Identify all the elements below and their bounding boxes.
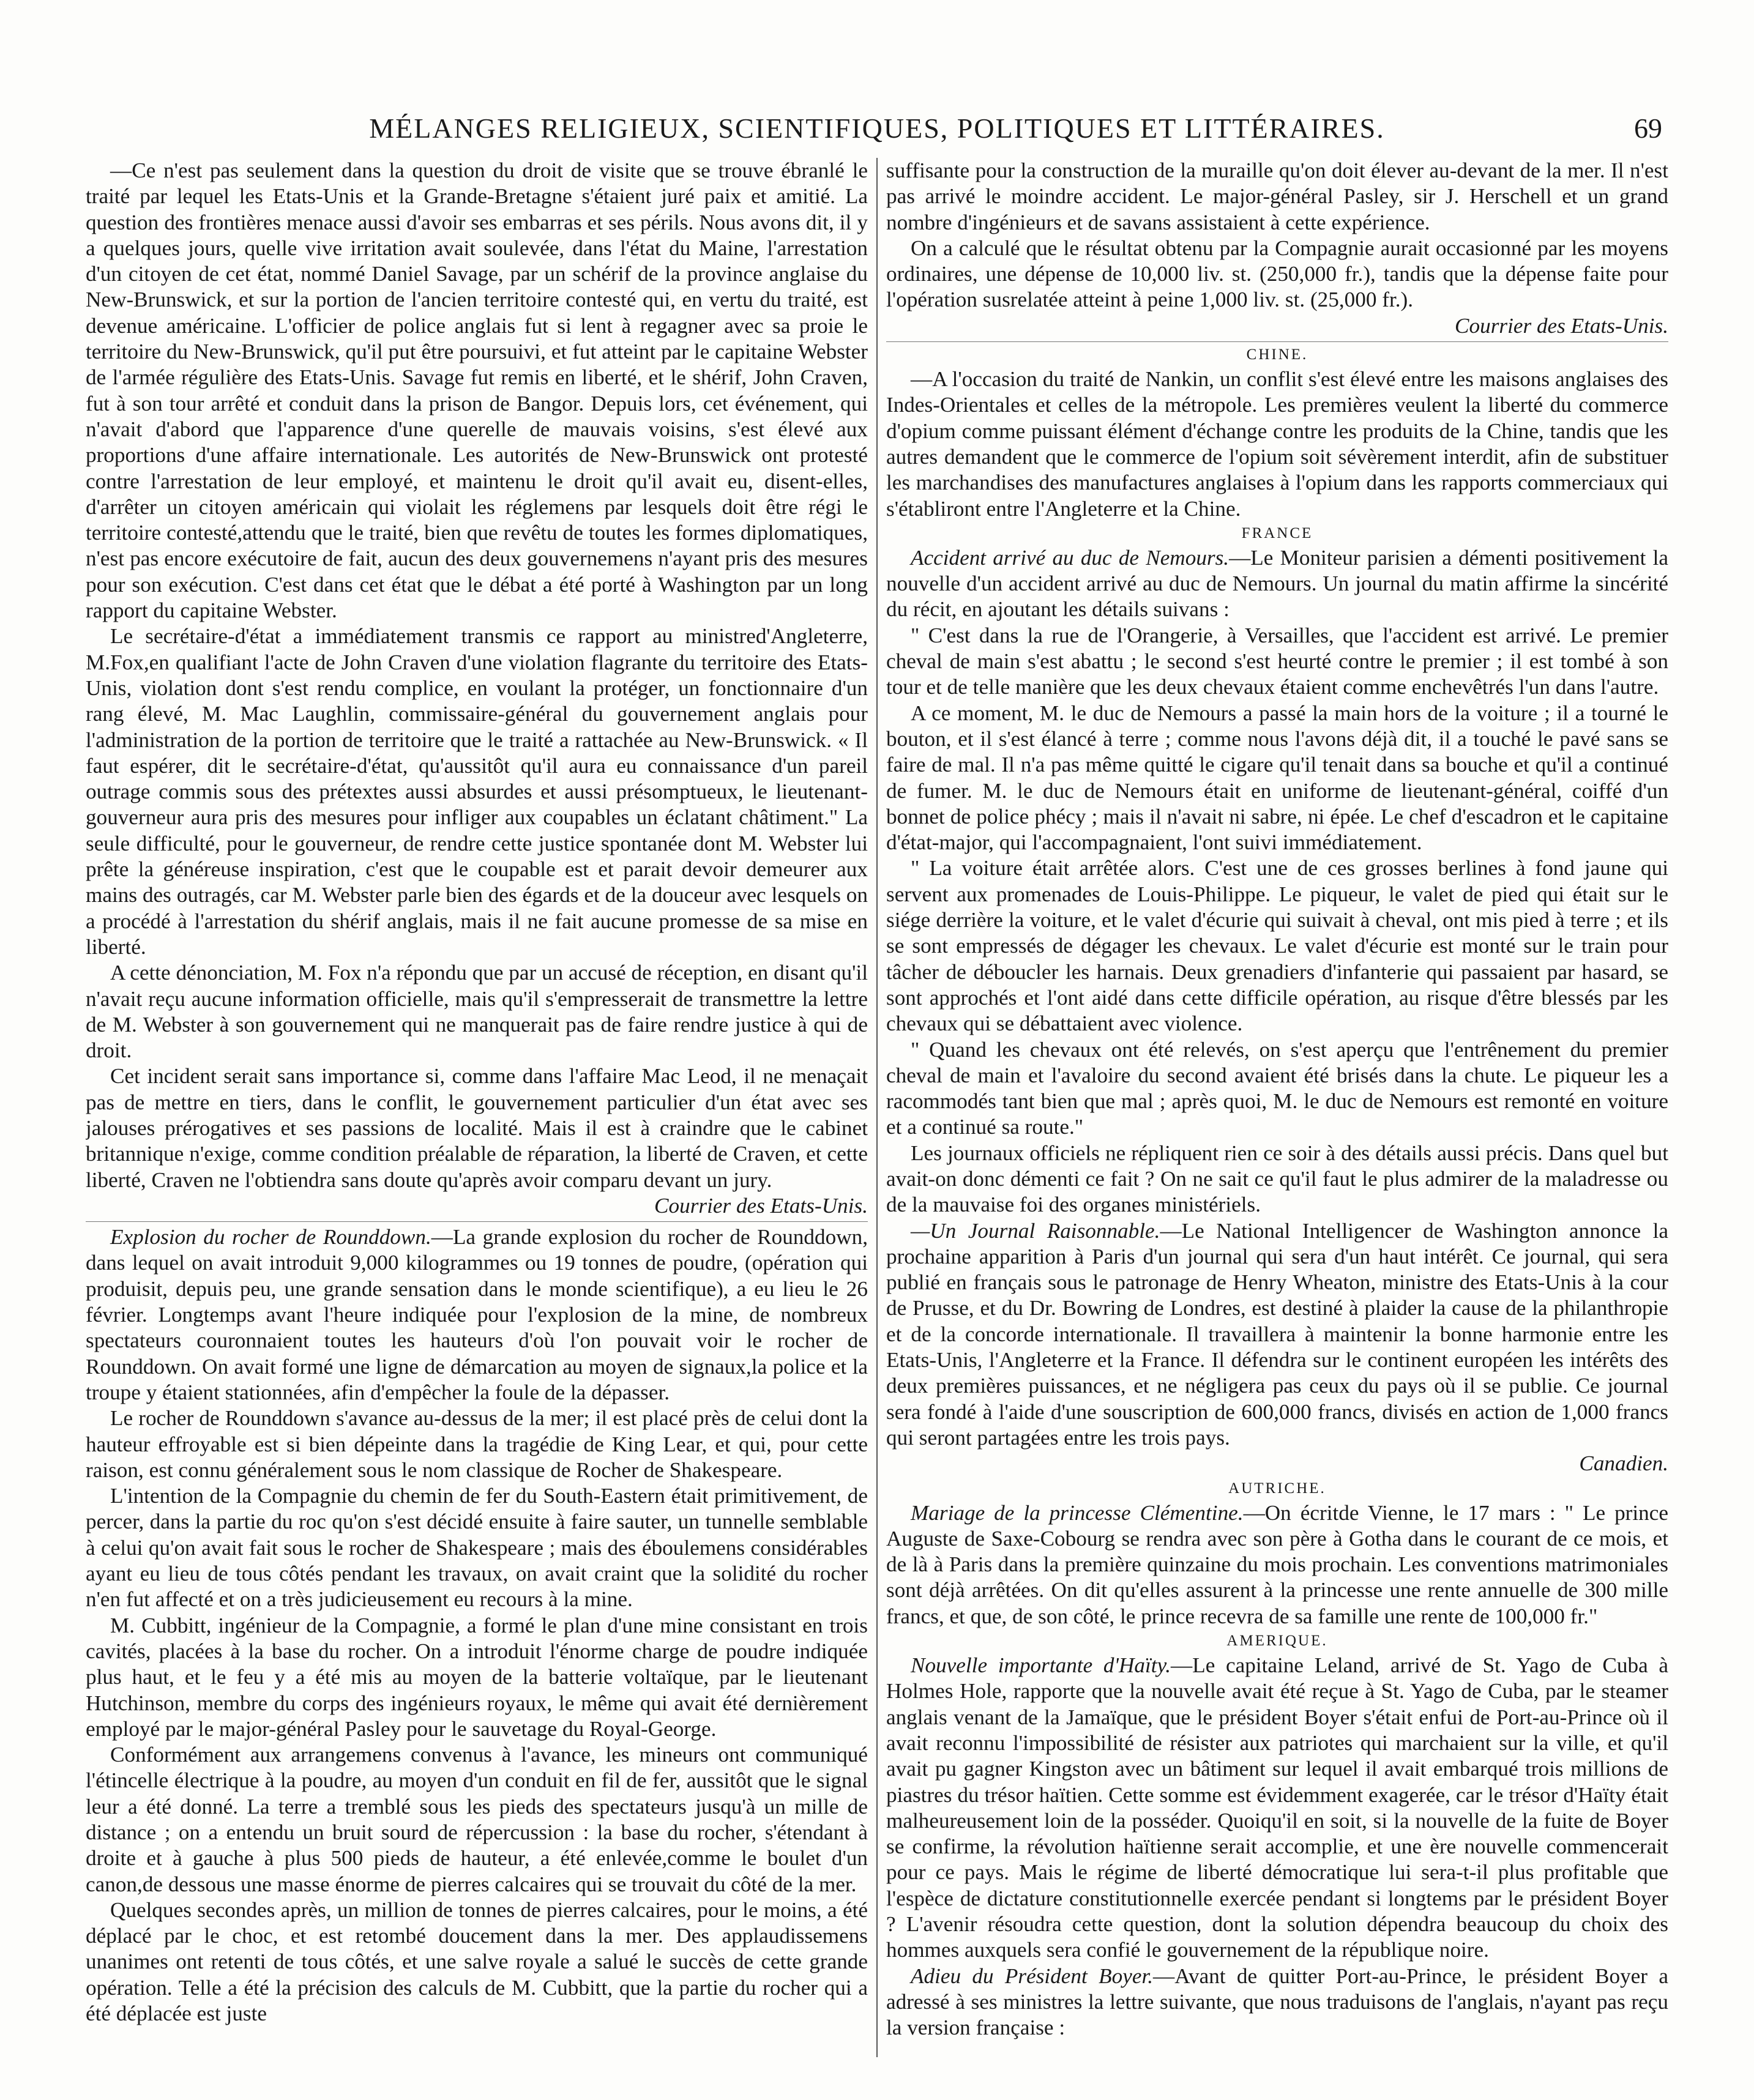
article-frontieres-p4: Cet incident serait sans importance si, comme dans l'affaire Mac Leod, il ne menaçait pas de mettre en tiers, dans le conflit, le gouvernement particulier d'un état avec ses jalouses prérogatives et ses passions de localité. Mais il est à craindre que le cabinet britannique n'exige, comme condition préalable de réparation, la liberté de Craven, et cette liberté, Craven ne l'obtiendra sans doute qu'après avoir comparu devant un jury. — [86, 1064, 868, 1192]
article-rounddown-p4: M. Cubbitt, ingénieur de la Compagnie, a formé le plan d'une mine consistant en trois cavités, placées à la base du rocher. On a introduit l'énorme charge de poudre indiquée plus haut, et le feu y a été mis au moyen de la batterie voltaïque, par le lieutenant Hutchinson, membre du corps des ingénieurs royaux, le même qui avait été dernièrement employé par le major-général Pasley pour le sauvetage du Royal-George. — [86, 1613, 868, 1741]
article-nemours-p3: A ce moment, M. le duc de Nemours a passé la main hors de la voiture ; il a tourné le bouton, et il s'est élancé à terre ; comme nous l'avons déjà dit, il a touché le pavé sans se faire de mal. Il n'a pas même quitté le cigare qu'il tenait dans sa bouche et qu'il a continué de fumer. M. le duc de Nemours était en uniforme de lieutenant-général, coiffé d'un bonnet de police phécy ; mais il n'avait ni sabre, ni épée. Le chef d'escadron et le capitaine d'état-major, qui l'accompagnaient, l'ont suivi immédiatement. — [886, 701, 1668, 855]
running-title: MÉLANGES RELIGIEUX, SCIENTIFIQUES, POLITIQUES ET LITTÉRAIRES. — [369, 113, 1385, 144]
article-frontieres-p1: —Ce n'est pas seulement dans la question du droit de visite que se trouve ébranlé le traité par lequel les Etats-Unis et la Grande-Bretagne s'étaient juré paix et amitié. La question des frontières menace aussi d'avoir ses embarras et ses périls. Nous avons dit, il y a quelques jours, quelle vive irritation avait soulevée, dans l'état du Maine, l'arrestation d'un citoyen de cet état, nommé Daniel Savage, par un schérif de la province anglaise du New-Brunswick, et sur la portion de l'ancien territoire contesté qui, en vertu du traité, est devenue américaine. L'officier de police anglais fut si lent à regagner avec sa proie le territoire du New-Brunswick, qu'il put être poursuivi, et fut atteint par le capitaine Webster de l'armée régulière des Etats-Unis. Savage fut remis en liberté, et le shérif, John Craven, fut à son tour arrêté et conduit dans la prison de Bangor. Depuis lors, cet événement, qui n'avait d'abord que l'apparence d'une querelle de mauvais voisins, s'est élevé aux proportions d'une affaire internationale. Les autorités de New-Brunswick ont protesté contre l'arrestation de leur employé, et maintenu le droit qu'il avait eu, disent-elles, d'arrêter un citoyen américain qui violait les réglemens par lesquels doit être régi le territoire contesté,attendu que le traité, bien que revêtu de toutes les formes diplomatiques, n'est pas encore exécutoire de fait, aucun des deux gouvernemens n'ayant pris des mesures pour son exécution. C'est dans cet état que le débat a été porté à Washington par un long rapport du capitaine Webster. — [86, 158, 868, 623]
page-number: 69 — [1634, 113, 1662, 144]
article-text: —Le Moniteur parisien a démenti positivement la nouvelle d'un accident arrivé au duc de Nemours. Un journal du matin affirme la sincérité du récit, en ajoutant les détails suivans : — [886, 545, 1668, 622]
article-text: —Avant de quitter Port-au-Prince, le président Boyer a adressé à ses ministres la lettre suivante, que nous traduisons de l'anglais, n'ayant pas reçu la version française : — [886, 1964, 1668, 2040]
article-rounddown-p6: Quelques secondes après, un million de tonnes de pierres calcaires, pour le moins, a été déplacé par le choc, et est retombé doucement dans la mer. Des applaudissemens unanimes ont retenti de tous côtés, et une salve royale a salué le succès de cette grande opération. Telle a été la précision des calculs de M. Cubbitt, que la partie du rocher qui a été déplacée est juste — [86, 1897, 868, 2026]
article-rounddown-p3: L'intention de la Compagnie du chemin de fer du South-Eastern était primitivement, de percer, dans la partie du roc qu'on s'est décidé ensuite à faire sauter, un tunnelle semblable à celui qu'on avait fait sous le rocher de Shakespeare ; mais des éboulemens considérables ayant eu lieu de tous côtés pendant les travaux, on avait craint que la solidité du rocher n'en fut affecté et on a très judicieusement eu recours à la mine. — [86, 1484, 868, 1612]
article-separator — [886, 341, 1668, 342]
column-divider — [876, 158, 878, 2057]
section-heading-chine: CHINE. — [1246, 346, 1308, 363]
article-rounddown-cost: On a calculé que le résultat obtenu par la Compagnie aurait occasionné par les moyens ordinaires, une dépense de 10,000 liv. st. (250,000 fr.), tandis que la dépense faite pour l'opération susrelatée atteint à peine 1,000 liv. st. (25,000 fr.). — [886, 236, 1668, 312]
source-signature: Courrier des Etats-Unis. — [654, 1193, 868, 1218]
article-rounddown-p1 — [86, 1224, 868, 1406]
article-heading: Mariage de la princesse Clémentine. — [911, 1500, 1244, 1525]
article-frontieres-p2: Le secrétaire-d'état a immédiatement transmis ce rapport au ministred'Angleterre, M.Fox,en qualifiant l'acte de John Craven d'une violation flagrante du territoire des Etats-Unis, violation dont s'est rendu complice, en voulant la protéger, un fonctionnaire d'un rang élevé, M. Mac Laughlin, commissaire-général du gouvernement anglais pour l'administration de la portion de territoire que le traité a rattachée au New-Brunswick. « Il faut espérer, dit le secrétaire-d'état, qu'aussitôt qu'il aura eu connaissance d'un pareil outrage commis sous des prétextes aussi absurdes et aussi présomptueux, le lieutenant-gouverneur aura pris des mesures pour infliger aux coupables un éclatant châtiment." La seule difficulté, pour le gouverneur, de rendre cette justice spontanée dont M. Webster lui prête la généreuse inspiration, c'est que le coupable est et parait devoir demeurer aux mains des outragés, car M. Webster parle bien des égards et de la douceur avec lesquels on a procédé à l'arrestation du shérif anglais, mais il ne fait aucune promesse de sa mise en liberté. — [86, 624, 868, 959]
article-heading: —Un Journal Raisonnable. — [911, 1218, 1160, 1243]
source-signature: Canadien. — [1579, 1451, 1668, 1476]
article-nemours-p6: Les journaux officiels ne répliquent rien ce soir à des détails aussi précis. Dans quel but avait-on donc démenti ce fait ? On ne sait ce qu'il faut le plus admirer de la maladresse ou de la mauvaise foi des organes ministériels. — [886, 1141, 1668, 1217]
page-header — [86, 110, 1668, 153]
article-text: —La grande explosion du rocher de Rounddown, dans lequel on avait introduit 9,000 kilogrammes ou 19 tonnes de poudre, (opération qui produisit, depuis peu, une grande sensation dans le monde scientifique), a eu lieu le 26 février. Longtemps avant l'heure indiquée pour l'explosion de la mine, de nombreux spectateurs couronnaient toutes les hauteurs d'où l'on pouvait voir le rocher de Rounddown. On avait formé une ligne de démarcation au moyen de signaux,la police et la troupe y étaient stationnées, afin d'empêcher la foule de la dépasser. — [86, 1225, 868, 1404]
source-signature: Courrier des Etats-Unis. — [1455, 313, 1668, 338]
section-heading-autriche: AUTRICHE. — [1228, 1480, 1326, 1497]
article-text: —Le National Intelligencer de Washington annonce la prochaine apparition à Paris d'un journal qui sera d'un haut intérêt. Ce journal, qui sera publié en français sous le patronage de Henry Wheaton, ministre des Etats-Unis à la cour de Prusse, et du Dr. Bowring de Londres, est destiné à plaider la cause de la philanthropie et de la concorde internationale. Il travaillera à maintenir la bonne harmonie entre les Etats-Unis, l'Angleterre et la France. Il défendra sur le continent européen les intérêts des deux premières puissances, et ne négligera pas ceux du pays où il se publie. Ce journal sera fondé à l'aide d'une souscription de 600,000 francs, divisés en action de 1,000 francs qui seront partagées entre les trois pays. — [886, 1218, 1668, 1450]
article-chine: —A l'occasion du traité de Nankin, un conflit s'est élevé entre les maisons anglaises des Indes-Orientales et celles de la métropole. Les premières veulent la liberté du commerce d'opium comme puissant élément d'échange contre les produits de la Chine, tandis que les autres demandent que le commerce de l'opium soit sévèrement interdit, afin de substituer les marchandises des manufactures anglaises à l'opium dans les rapports commerciaux qui s'établiront entre l'Angleterre et la Chine. — [886, 367, 1668, 521]
article-frontieres-p3: A cette dénonciation, M. Fox n'a répondu que par un accusé de réception, en disant qu'il n'avait reçu aucune information officielle, mais qu'il s'empresserait de transmettre la lettre de M. Webster à son gouvernement qui ne manquerait pas de faire rendre justice à qui de droit. — [86, 961, 868, 1063]
article-heading: Adieu du Président Boyer. — [911, 1964, 1154, 1988]
article-nemours-p5: " Quand les chevaux ont été relevés, on s'est aperçu que l'entrênement du premier cheval de main et l'avaloire du second avaient été brisés dans la chute. Le piqueur les a racommodés tant bien que mal ; après quoi, M. le duc de Nemours est remonté en voiture et a continué sa route." — [886, 1037, 1668, 1139]
article-rounddown-p5: Conformément aux arrangemens convenus à l'avance, les mineurs ont communiqué l'étincelle électrique à la poudre, au moyen d'un conduit en fil de fer, aussitôt que le signal leur a été donné. La terre a tremblé sous les pieds des spectateurs jusqu'à un mille de distance ; on a entendu un bruit sourd de répercussion : la base du rocher, s'étendant à droite et à gauche à plus 500 pieds de hauteur, a été enlevée,comme le boulet d'un canon,de dessous une masse énorme de pierres calcaires qui se trouvait du côté de la mer. — [86, 1743, 868, 1896]
article-nemours-p1 — [886, 545, 1668, 623]
article-text: —On écritde Vienne, le 17 mars : " Le prince Auguste de Saxe-Cobourg se rendra avec son père à Gotha dans le courant de ce mois, et de là à Paris dans la première quinzaine du mois prochain. Les conventions matrimoniales sont déjà arrêtées. On dit qu'elles assurent à la princesse une rente annuelle de 300 mille francs, et que, de son côté, le prince recevra de sa famille une rente de 100,000 fr." — [886, 1500, 1668, 1628]
article-nemours-p4: " La voiture était arrêtée alors. C'est une de ces grosses berlines à fond jaune qui servent aux promenades de Louis-Philippe. Le piqueur, le valet de pied qui était sur le siége derrière la voiture, et le valet d'écurie qui suivait à cheval, ont mis pied à terre ; et ils se sont empressés de dégager les chevaux. Le valet d'écurie est monté sur le train pour tâcher de déboucler les harnais. Deux grenadiers d'infanterie qui passaient par hasard, se sont approchés et l'ont aidé dans cette difficile opération, au risque d'être blessés par les chevaux qui se débattaient avec violence. — [886, 856, 1668, 1036]
article-nemours-p2: " C'est dans la rue de l'Orangerie, à Versailles, que l'accident est arrivé. Le premier cheval de main s'est abattu ; le second s'est heurté contre le premier ; il est tombé à son tour et de telle manière que les deux chevaux étaient comme enchevêtrés l'un dans l'autre. — [886, 623, 1668, 699]
article-boyer — [886, 1964, 1668, 2041]
article-haiti — [886, 1653, 1668, 1964]
article-separator — [86, 1221, 868, 1222]
section-heading-france: FRANCE — [1241, 524, 1313, 542]
right-column — [886, 158, 1668, 2057]
article-heading: Accident arrivé au duc de Nemours. — [911, 545, 1230, 570]
article-rounddown-cont: suffisante pour la construction de la muraille qu'on doit élever au-devant de la mer. Il n'est pas arrivé le moindre accident. Le major-général Pasley, sir J. Herschell et un grand nombre d'ingénieurs et de savans assistaient à cette expérience. — [886, 158, 1668, 234]
left-column — [86, 158, 868, 2057]
section-heading-amerique: AMERIQUE. — [1226, 1633, 1328, 1650]
article-journal — [886, 1218, 1668, 1451]
article-heading: Explosion du rocher de Rounddown. — [110, 1225, 431, 1249]
article-rounddown-p2: Le rocher de Rounddown s'avance au-dessus de la mer; il est placé près de celui dont la hauteur effroyable est si bien dépeinte dans la tragédie de King Lear, et qui, pour cette raison, est connu généralement sous le nom classique de Rocher de Shakespeare. — [86, 1406, 868, 1482]
article-text: —Le capitaine Leland, arrivé de St. Yago de Cuba à Holmes Hole, rapporte que la nouvelle avait été reçue à St. Yago de Cuba, par le steamer anglais venant de la Jamaïque, que le président Boyer s'était enfui de Port-au-Prince où il avait reconnu l'impossibilité de résister aux patriotes qui marchaient sur la ville, et qu'il avait pu gagner Kingston avec un bâtiment sur lequel il avait embarqué trois millions de piastres du trésor haïtien. Cette somme est évidemment exagerée, car le trésor d'Haïty était malheureusement loin de la posséder. Quoiqu'il en soit, si la nouvelle de la fuite de Boyer se confirme, la révolution haïtienne serait accomplie, et une ère nouvelle commencerait pour ce pays. Mais le régime de liberté démocratique lui sera-t-il plus profitable que l'espèce de dictature constitutionnelle exercée pendant si longtems par le président Boyer ? L'avenir résoudra cette question, dont la solution dépendra beaucoup du choix des hommes auxquels sera confié le gouvernement de la république noire. — [886, 1653, 1668, 1962]
article-clementine — [886, 1500, 1668, 1629]
article-heading: Nouvelle importante d'Haïty. — [911, 1653, 1171, 1678]
